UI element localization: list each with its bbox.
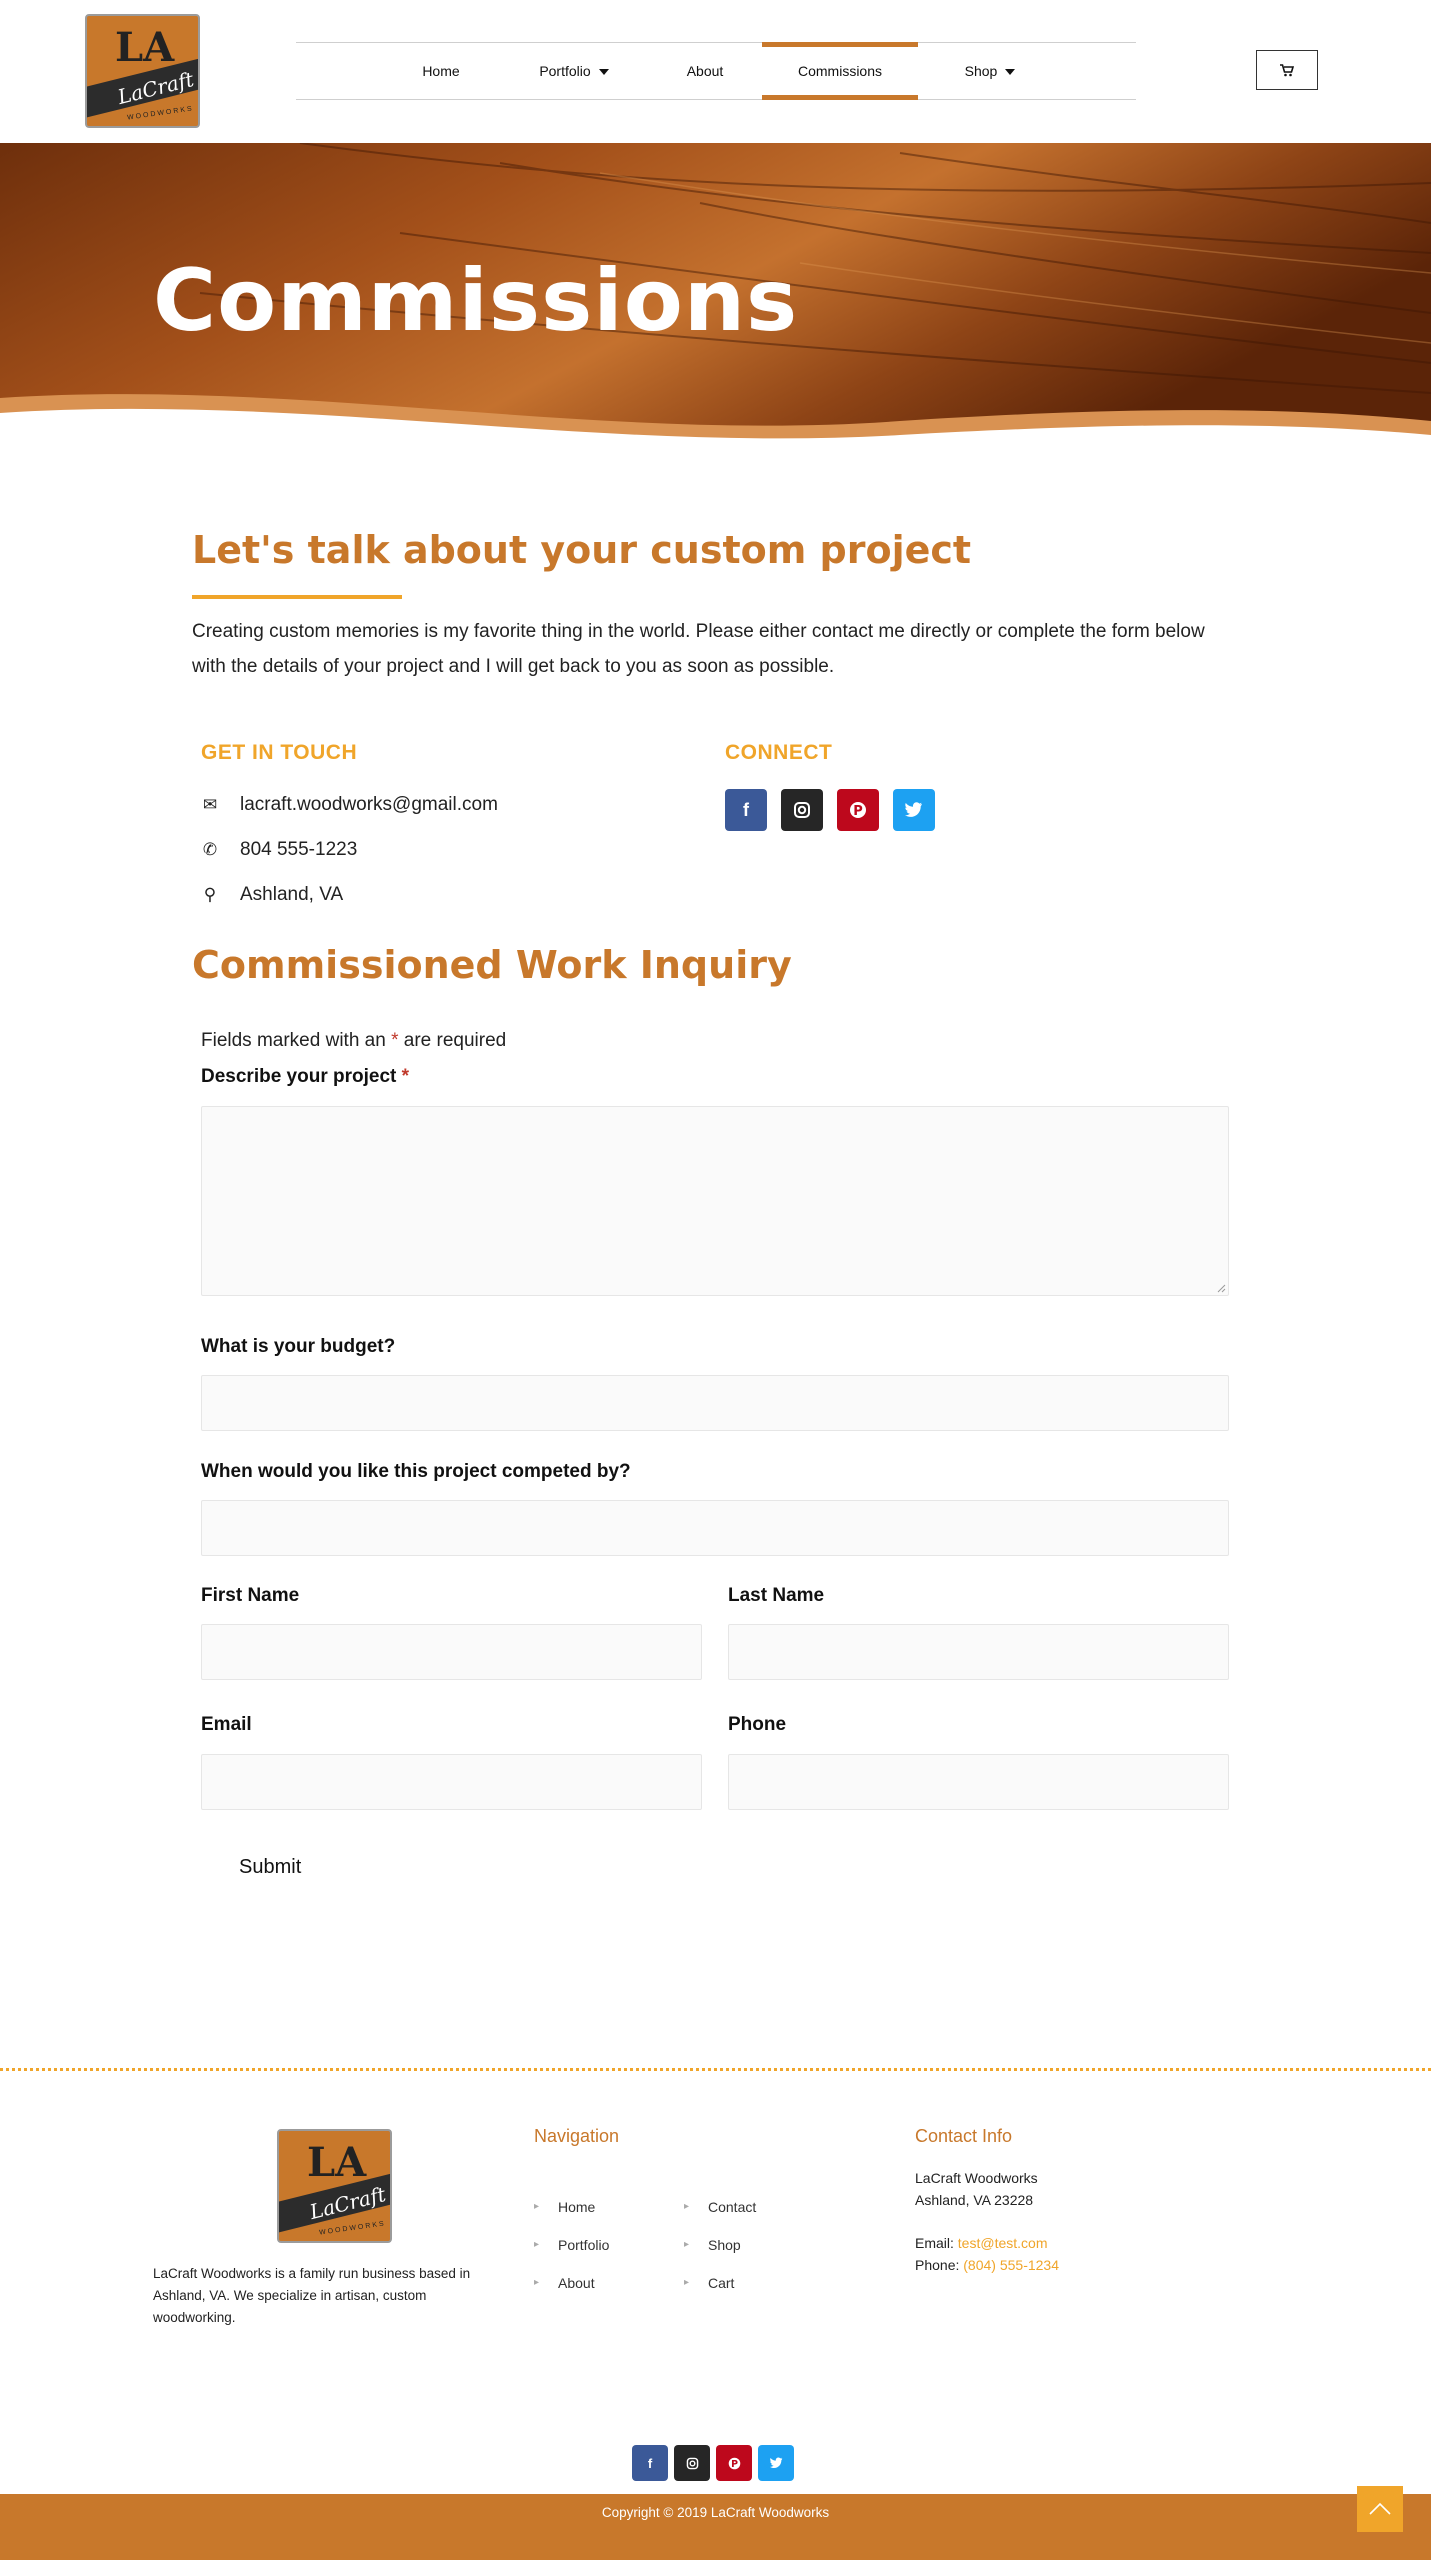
footer-address: Ashland, VA 23228 <box>915 2192 1034 2208</box>
footer-phone: Phone: (804) 555-1234 <box>915 2257 1060 2273</box>
envelope-icon: ✉ <box>202 795 218 814</box>
contact-phone[interactable]: ✆ 804 555-1223 <box>200 839 357 861</box>
heading-divider <box>192 595 402 599</box>
describe-label: Describe your project * <box>201 1066 410 1087</box>
submit-button[interactable]: Submit <box>200 1845 340 1889</box>
nav-portfolio[interactable]: Portfolio <box>514 43 634 99</box>
social-links <box>725 789 935 831</box>
chevron-down-icon <box>599 69 609 75</box>
phone-input[interactable] <box>728 1754 1229 1810</box>
logo-mark-icon: LA <box>307 2139 367 2186</box>
site-logo[interactable]: LA LaCraft WOODWORKS <box>85 14 200 128</box>
cart-button[interactable] <box>1256 50 1318 90</box>
footer-link-portfolio[interactable]: ▸ Portfolio <box>558 2237 609 2253</box>
email-input[interactable] <box>201 1754 702 1810</box>
twitter-icon[interactable] <box>893 789 935 831</box>
nav-commissions[interactable]: Commissions <box>762 42 918 100</box>
twitter-icon[interactable] <box>758 2445 794 2481</box>
map-marker-icon: ⚲ <box>203 885 217 904</box>
pinterest-icon[interactable] <box>716 2445 752 2481</box>
footer-link-contact[interactable]: ▸ Contact <box>708 2199 756 2215</box>
cart-icon <box>1280 64 1294 77</box>
footer-link-home[interactable]: ▸ Home <box>558 2199 595 2215</box>
intro-heading: Let's talk about your custom project <box>192 528 972 572</box>
footer-about-text: LaCraft Woodworks is a family run business based in Ashland, VA. We specialize in artisan, custom woodworking. <box>153 2266 471 2325</box>
instagram-icon[interactable] <box>781 789 823 831</box>
footer-logo[interactable]: LA LaCraft WOODWORKS <box>277 2129 392 2243</box>
first-name-label: First Name <box>201 1585 300 1606</box>
chevron-down-icon <box>1005 69 1015 75</box>
budget-label: What is your budget? <box>201 1336 396 1357</box>
svg-text:P: P <box>730 2458 738 2470</box>
phone-icon: ✆ <box>202 840 218 859</box>
resize-handle-icon[interactable] <box>1216 1283 1226 1293</box>
form-heading: Commissioned Work Inquiry <box>192 943 792 987</box>
completion-date-label: When would you like this project competed by? <box>201 1461 631 1482</box>
logo-text: LaCraft <box>115 66 197 110</box>
footer-email: Email: test@test.com <box>915 2235 1048 2251</box>
footer-nav-heading: Navigation <box>534 2126 620 2146</box>
logo-mark-icon: LA <box>115 24 175 71</box>
nav-home[interactable]: Home <box>422 63 460 79</box>
facebook-icon[interactable]: f <box>632 2445 668 2481</box>
email-label: Email <box>201 1714 252 1735</box>
scroll-to-top-button[interactable] <box>1357 2486 1403 2532</box>
last-name-input[interactable] <box>728 1624 1229 1680</box>
footer-contact-heading: Contact Info <box>915 2126 1013 2146</box>
site-header <box>0 0 1431 143</box>
footer-link-cart[interactable]: ▸ Cart <box>708 2275 734 2291</box>
chevron-up-icon <box>1368 2502 1392 2516</box>
contact-email[interactable]: ✉ lacraft.woodworks@gmail.com <box>200 794 498 816</box>
first-name-input[interactable] <box>201 1624 702 1680</box>
get-in-touch-heading: GET IN TOUCH <box>201 741 358 764</box>
page-title: Commissions <box>153 251 799 351</box>
footer-business-name: LaCraft Woodworks <box>915 2170 1038 2186</box>
contact-location: ⚲ Ashland, VA <box>200 884 343 906</box>
hero-banner <box>0 143 1431 443</box>
budget-input[interactable] <box>201 1375 1229 1431</box>
logo-text: LaCraft <box>307 2181 389 2225</box>
connect-heading: CONNECT <box>725 741 833 764</box>
footer-link-about[interactable]: ▸ About <box>558 2275 595 2291</box>
footer-link-shop[interactable]: ▸ Shop <box>708 2237 741 2253</box>
nav-shop[interactable]: Shop <box>940 43 1040 99</box>
pinterest-icon[interactable] <box>837 789 879 831</box>
svg-text:P: P <box>853 804 863 819</box>
required-fields-note: Fields marked with an * are required <box>201 1030 507 1051</box>
copyright-bar <box>0 2494 1431 2560</box>
describe-project-textarea[interactable] <box>201 1106 1229 1296</box>
footer-phone-link[interactable]: (804) 555-1234 <box>963 2257 1060 2273</box>
last-name-label: Last Name <box>728 1585 825 1606</box>
copyright-text: Copyright © 2019 LaCraft Woodworks <box>601 2505 830 2520</box>
completion-date-input[interactable] <box>201 1500 1229 1556</box>
footer-divider <box>0 2068 1431 2071</box>
main-nav <box>296 42 1136 100</box>
intro-paragraph: Creating custom memories is my favorite thing in the world. Please either contact me directly or complete the form below with the details of your project and I will get back to you as soon as possible. <box>192 621 1205 677</box>
phone-label: Phone <box>728 1714 787 1735</box>
footer-social-links <box>632 2445 794 2481</box>
nav-about[interactable]: About <box>686 63 724 79</box>
footer-email-link[interactable]: test@test.com <box>957 2235 1048 2251</box>
instagram-icon[interactable] <box>674 2445 710 2481</box>
facebook-icon[interactable]: f <box>725 789 767 831</box>
